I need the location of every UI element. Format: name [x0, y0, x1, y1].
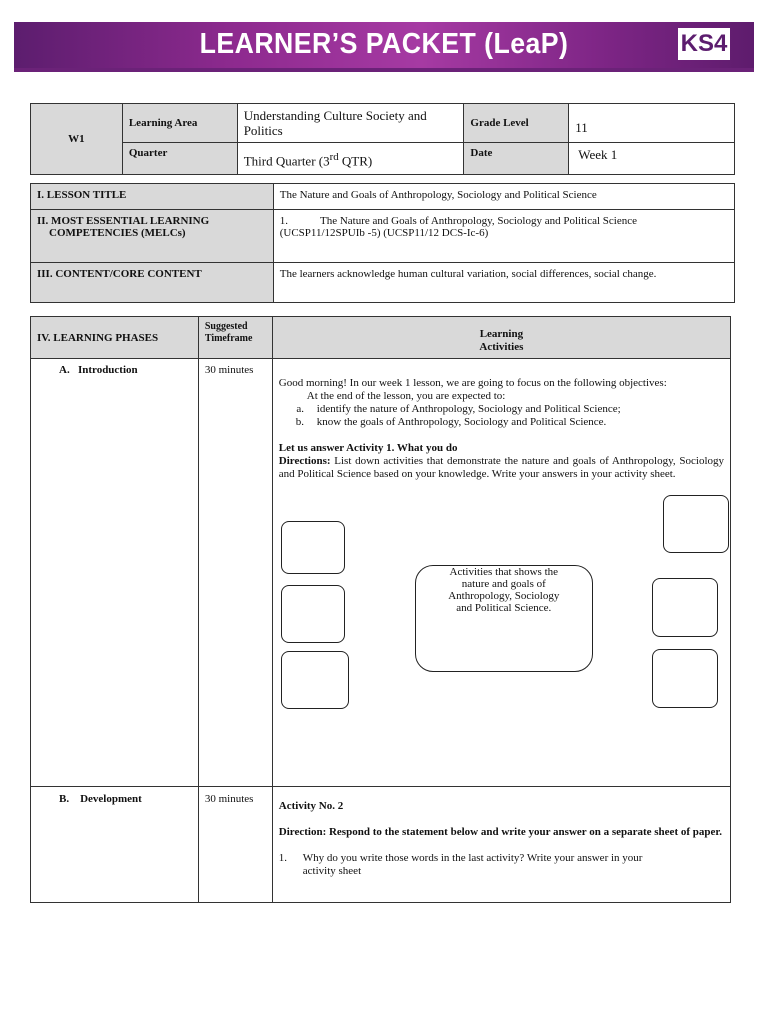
directions-text: List down activities that demonstrate the nature and goals of Anthropology, Sociology and Political Science based on your knowledge. Write your answers in your activity sheet.	[278, 455, 724, 480]
content-value: The learners acknowledge human cultural variation, social differences, social change.	[273, 263, 734, 303]
answer-box-left-1[interactable]	[281, 521, 345, 574]
question-line-2: activity sheet	[302, 865, 362, 877]
activity-2-question	[279, 852, 724, 878]
quarter-value	[237, 143, 464, 175]
development-time: 30 minutes	[198, 787, 272, 903]
answer-box-right-2[interactable]	[652, 578, 718, 637]
quarter-value-pre: Third Quarter (3	[243, 153, 330, 169]
lesson-title-value: The Nature and Goals of Anthropology, Sociology and Political Science	[273, 184, 734, 210]
melcs-codes: (UCSP11/12SPUIb -5) (UCSP11/12 DCS-Ic-6)	[279, 227, 489, 239]
melcs-number: 1.	[279, 215, 288, 227]
leap-banner	[14, 22, 754, 68]
objective-item: b. know the goals of Anthropology, Sociology and Political Science.	[307, 416, 724, 429]
content-label: III. CONTENT/CORE CONTENT	[31, 263, 274, 303]
melcs-label-line-2: COMPETENCIES (MELCs)	[49, 227, 186, 239]
activities-line-2: Activities	[479, 341, 524, 353]
date-label: Date	[464, 143, 569, 175]
timeframe-line-1: Suggested	[204, 321, 248, 332]
central-topic-text: Activities that shows the nature and goals of Anthropology, Sociology and Political Science.	[448, 566, 560, 614]
phases-table	[30, 316, 731, 903]
learning-area-label: Learning Area	[122, 104, 237, 143]
grade-level-label: Grade Level	[464, 104, 569, 143]
development-activities	[272, 787, 730, 903]
grade-level-value: 11	[569, 104, 735, 143]
lesson-table	[30, 183, 735, 303]
activity-2-title: Activity No. 2	[278, 800, 344, 812]
activities-line-1: Learning	[479, 328, 524, 340]
ks4-badge: KS4	[678, 28, 730, 60]
learning-area-value: Understanding Culture Society and Politics	[237, 104, 464, 143]
banner-title: LEARNER’S PACKET (LeaP)	[199, 28, 569, 60]
introduction-time: 30 minutes	[198, 359, 272, 787]
intro-greeting: Good morning! In our week 1 lesson, we are going to focus on the following objectives:	[278, 377, 667, 389]
activity-1-diagram	[279, 481, 724, 751]
answer-box-right-1[interactable]	[663, 495, 729, 553]
objective-item: a. identify the nature of Anthropology, Sociology and Political Science;	[307, 403, 724, 416]
answer-box-left-3[interactable]	[281, 651, 349, 709]
phases-header-activities	[272, 317, 730, 359]
phases-header-phase: IV. LEARNING PHASES	[31, 317, 199, 359]
melcs-label	[31, 210, 274, 263]
melcs-value	[273, 210, 734, 263]
introduction-label: A. Introduction	[31, 359, 199, 787]
objectives-list	[279, 403, 724, 429]
introduction-activities	[272, 359, 730, 787]
quarter-label: Quarter	[122, 143, 237, 175]
quarter-value-post: QTR)	[338, 153, 373, 169]
week-cell: W1	[31, 104, 123, 175]
timeframe-line-2: Timeframe	[204, 333, 253, 344]
question-line-1: Why do you write those words in the last activity? Write your answer in your	[302, 852, 643, 864]
activity-1-title: Let us answer Activity 1. What you do	[278, 442, 458, 454]
answer-box-left-2[interactable]	[281, 585, 345, 643]
development-label: B. Development	[31, 787, 199, 903]
phases-header-timeframe	[198, 317, 272, 359]
central-topic-box	[415, 565, 593, 672]
lesson-title-label: I. LESSON TITLE	[31, 184, 274, 210]
activity-2-direction: Direction: Respond to the statement below and write your answer on a separate sheet of paper.	[278, 826, 723, 838]
answer-box-right-3[interactable]	[652, 649, 718, 708]
header-table	[30, 103, 735, 175]
directions-label: Directions:	[278, 455, 331, 467]
quarter-value-sup: rd	[329, 151, 339, 163]
question-text	[303, 852, 643, 878]
activity-1-directions	[279, 455, 724, 481]
intro-expectation: At the end of the lesson, you are expected to:	[306, 390, 506, 402]
question-number: 1.	[278, 852, 288, 864]
date-value: Week 1	[569, 143, 735, 175]
melcs-label-line-1: II. MOST ESSENTIAL LEARNING	[37, 215, 210, 227]
melcs-text: The Nature and Goals of Anthropology, Sociology and Political Science	[319, 215, 637, 227]
